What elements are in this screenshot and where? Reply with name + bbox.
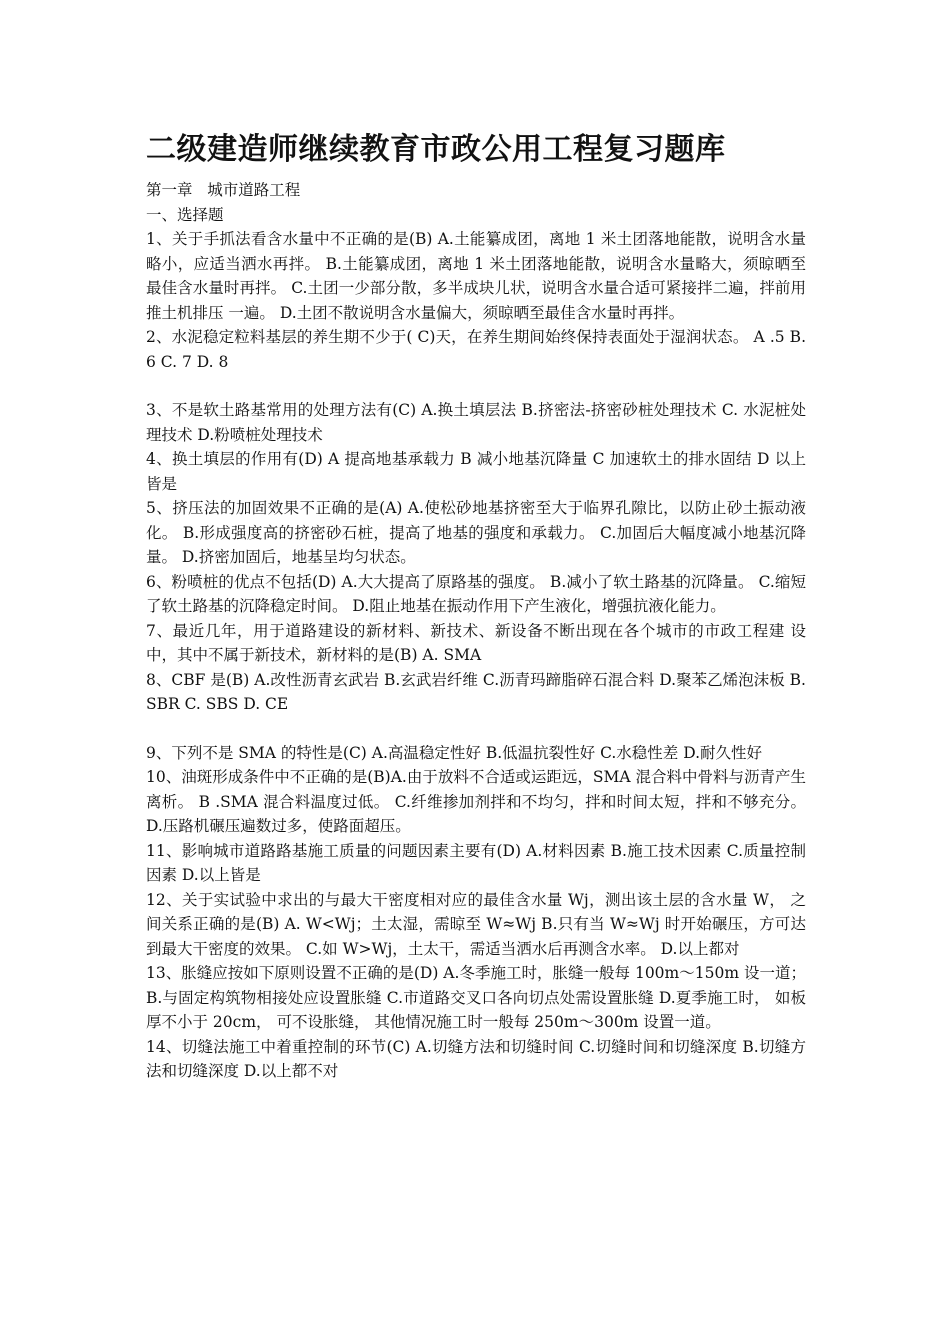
blank-line bbox=[146, 717, 806, 741]
document-title: 二级建造师继续教育市政公用工程复习题库 bbox=[146, 132, 726, 167]
question-9: 9、下列不是 SMA 的特性是(C) A.高温稳定性好 B.低温抗裂性好 C.水稳性差 D.耐久性好 bbox=[146, 743, 763, 762]
question-1: 1、关于手抓法看含水量中不正确的是(B) A.土能纂成团，离地 1 米土团落地能散，说明含水量略小，应适当洒水再拌。 B.土能纂成团，离地 1 米土团落地能散，说明含水量略大，须晾晒至最佳含水量时再拌。 C.土团一少部分散，多半成块儿状，说明含水量合适可紧接拌二遍，拌前用推土机排压 一遍。 D.土团不散说明含水量偏大，须晾晒至最佳含水量时再拌。 bbox=[146, 230, 806, 322]
question-8: 8、CBF 是(B) A.改性沥青玄武岩 B.玄武岩纤维 C.沥青玛蹄脂碎石混合料 D.聚苯乙烯泡沫板 B. SBR C. SBS D. CE bbox=[146, 670, 806, 713]
question-6: 6、粉喷桩的优点不包括(D) A.大大提高了原路基的强度。 B.减小了软土路基的沉降量。 C.缩短了软土路基的沉降稳定时间。 D.阻止地基在振动作用下产生液化，增强抗液化能力。 bbox=[146, 572, 806, 615]
question-12: 12、关于实试验中求出的与最大干密度相对应的最佳含水量 Wj，测出该土层的含水量 W， 之间关系正确的是(B) A. W<Wj；土太湿，需晾至 W≈Wj B.只有当 W≈Wj 时开始碾压，方可达到最大干密度的效果。 C.如 W>Wj，土太干，需适当洒水后再测含水率。 D.以上都对 bbox=[146, 890, 806, 958]
question-2: 2、水泥稳定粒料基层的养生期不少于( C)天，在养生期间始终保持表面处于湿润状态。 A .5 B. 6 C. 7 D. 8 bbox=[146, 328, 806, 371]
chapter-heading: 第一章 城市道路工程 bbox=[146, 181, 301, 199]
question-7: 7、最近几年，用于道路建设的新材料、新技术、新设备不断出现在各个城市的市政工程建 设中，其中不属于新技术，新材料的是(B) A. SMA bbox=[146, 621, 806, 664]
document-page bbox=[146, 130, 806, 1084]
section-heading: 一、选择题 bbox=[146, 205, 224, 224]
question-13: 13、胀缝应按如下原则设置不正确的是(D) A.冬季施工时，胀缝一般每 100m～150m 设一道； B.与固定构筑物相接处应设置胀缝 C.市道路交叉口各向切点处需设置胀缝 D.夏季施工时， 如板厚不小于 20cm， 可不设胀缝， 其他情况施工时一般每 250m～300m 设置一道。 bbox=[146, 964, 806, 1031]
question-10: 10、油斑形成条件中不正确的是(B)A.由于放料不合适或运距远，SMA 混合料中骨料与沥青产生离析。 B .SMA 混合料温度过低。 C.纤维掺加剂拌和不均匀，拌和时间太短，拌和不够充分。 D.压路机碾压遍数过多，使路面超压。 bbox=[146, 768, 806, 835]
question-14: 14、切缝法施工中着重控制的环节(C) A.切缝方法和切缝时间 C.切缝时间和切缝深度 B.切缝方法和切缝深度 D.以上都不对 bbox=[146, 1037, 806, 1080]
question-11: 11、影响城市道路路基施工质量的问题因素主要有(D) A.材料因素 B.施工技术因素 C.质量控制因素 D.以上皆是 bbox=[146, 841, 806, 884]
question-5: 5、挤压法的加固效果不正确的是(A) A.使松砂地基挤密至大于临界孔隙比，以防止砂土振动液化。 B.形成强度高的挤密砂石桩，提高了地基的强度和承载力。 C.加固后大幅度减小地基沉降量。 D.挤密加固后，地基呈均匀状态。 bbox=[146, 499, 806, 566]
question-3: 3、不是软土路基常用的处理方法有(C) A.换土填层法 B.挤密法-挤密砂桩处理技术 C. 水泥桩处理技术 D.粉喷桩处理技术 bbox=[146, 401, 806, 444]
question-4: 4、换土填层的作用有(D) A 提高地基承载力 B 减小地基沉降量 C 加速软土的排水固结 D 以上皆是 bbox=[146, 450, 806, 493]
blank-line bbox=[146, 374, 806, 398]
